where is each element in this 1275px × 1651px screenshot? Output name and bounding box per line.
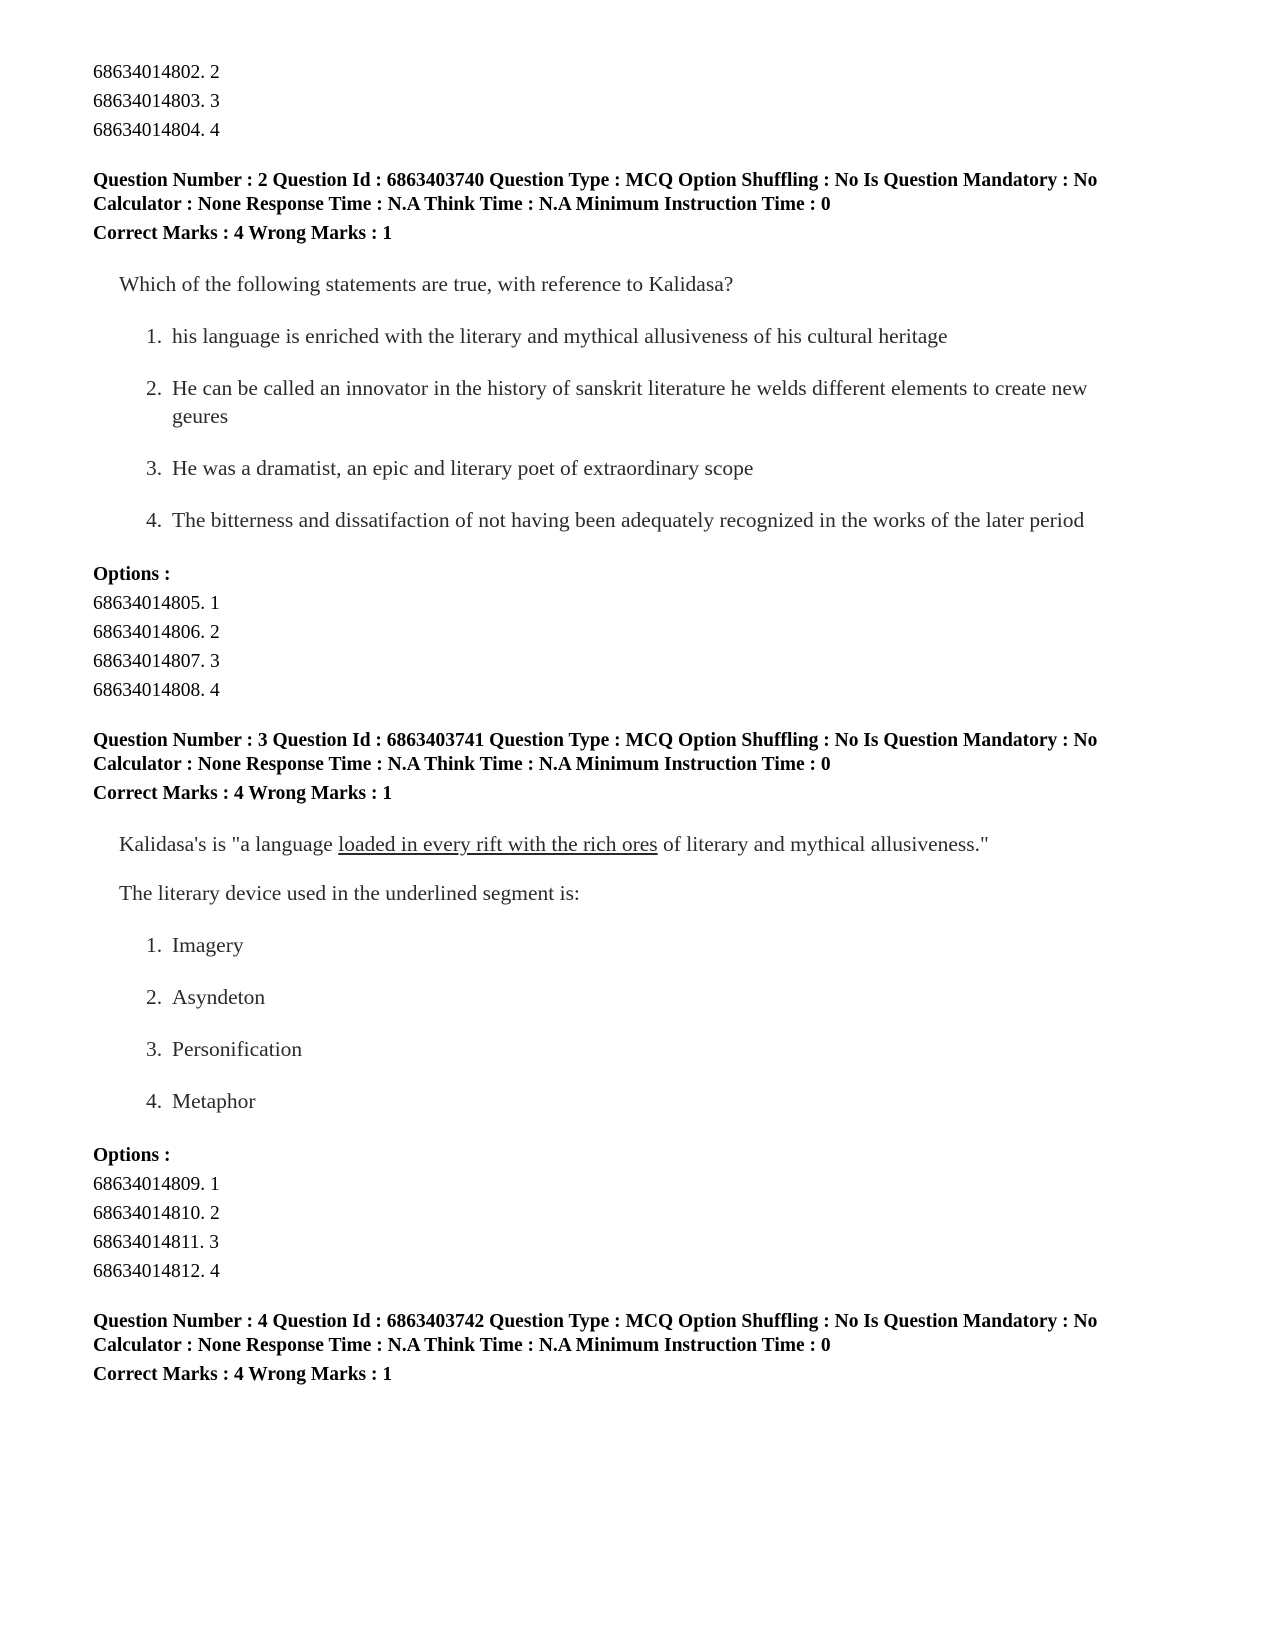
- question-body: [119, 830, 1213, 1115]
- option-line: 68634014812. 4: [93, 1261, 220, 1282]
- item-text: Asyndeton: [172, 985, 266, 1009]
- item-text: Personification: [172, 1037, 303, 1061]
- question-meta-line: Calculator : None Response Time : N.A Think Time : N.A Minimum Instruction Time : 0: [93, 194, 831, 215]
- item-number: 4.: [146, 508, 163, 532]
- question-marks: Correct Marks : 4 Wrong Marks : 1: [93, 223, 393, 244]
- list-item: [119, 1035, 1213, 1063]
- option-line: 68634014805. 1: [93, 593, 220, 614]
- underlined-segment: loaded in every rift with the rich ores: [338, 832, 658, 856]
- list-item: [119, 506, 1213, 534]
- option-line: 68634014811. 3: [93, 1232, 220, 1253]
- list-item: [119, 1087, 1213, 1115]
- item-text: Metaphor: [172, 1089, 256, 1113]
- option-line: 68634014808. 4: [93, 680, 220, 701]
- question-meta-line: Question Number : 4 Question Id : 6863403742 Question Type : MCQ Option Shuffling : No Is Question Mandatory : No: [93, 1311, 1098, 1332]
- item-text: He was a dramatist, an epic and literary poet of extraordinary scope: [172, 456, 754, 480]
- quote-pre: Kalidasa's is "a language: [119, 832, 339, 856]
- item-number: 2.: [146, 985, 163, 1009]
- question-marks: Correct Marks : 4 Wrong Marks : 1: [93, 1364, 393, 1385]
- list-item: [119, 983, 1213, 1011]
- question-4: [93, 1310, 1213, 1387]
- quote-text: [119, 830, 1213, 858]
- list-item: [119, 454, 1213, 482]
- question-marks: Correct Marks : 4 Wrong Marks : 1: [93, 783, 393, 804]
- option-line: 68634014803. 3: [93, 91, 220, 112]
- list-item: [119, 931, 1213, 959]
- options-label: Options :: [93, 564, 171, 585]
- statement-list: [119, 322, 1213, 534]
- item-number: 3.: [146, 1037, 163, 1061]
- item-number: 1.: [146, 324, 163, 348]
- options-label: Options :: [93, 1145, 171, 1166]
- choice-list: [119, 931, 1213, 1115]
- previous-options: [93, 58, 1213, 145]
- question-3: [93, 729, 1213, 1286]
- item-number: 3.: [146, 456, 163, 480]
- item-text: his language is enriched with the literary and mythical allusiveness of his cultural heritage: [172, 324, 948, 348]
- option-line: 68634014807. 3: [93, 651, 220, 672]
- quote-post: of literary and mythical allusiveness.": [657, 832, 989, 856]
- item-text: Imagery: [172, 933, 244, 957]
- question-meta-line: Question Number : 3 Question Id : 6863403741 Question Type : MCQ Option Shuffling : No Is Question Mandatory : No: [93, 730, 1098, 751]
- question-meta-line: Calculator : None Response Time : N.A Think Time : N.A Minimum Instruction Time : 0: [93, 754, 831, 775]
- question-body: [119, 270, 1213, 534]
- item-number: 2.: [146, 376, 163, 400]
- option-line: 68634014810. 2: [93, 1203, 220, 1224]
- item-text: The bitterness and dissatifaction of not having been adequately recognized in the works of the later period: [172, 508, 1085, 532]
- option-line: 68634014806. 2: [93, 622, 220, 643]
- item-number: 1.: [146, 933, 163, 957]
- item-number: 4.: [146, 1089, 163, 1113]
- list-item: [119, 374, 1213, 430]
- list-item: [119, 322, 1213, 350]
- question-text: Which of the following statements are true, with reference to Kalidasa?: [119, 272, 734, 296]
- question-2: [93, 169, 1213, 705]
- option-line: 68634014802. 2: [93, 62, 220, 83]
- option-line: 68634014804. 4: [93, 120, 220, 141]
- document-page: [93, 58, 1213, 1387]
- item-text: He can be called an innovator in the history of sanskrit literature he welds different elements to create new geures: [172, 376, 1088, 428]
- question-meta-line: Question Number : 2 Question Id : 6863403740 Question Type : MCQ Option Shuffling : No Is Question Mandatory : No: [93, 170, 1098, 191]
- option-line: 68634014809. 1: [93, 1174, 220, 1195]
- question-text: The literary device used in the underlined segment is:: [119, 881, 580, 905]
- question-meta-line: Calculator : None Response Time : N.A Think Time : N.A Minimum Instruction Time : 0: [93, 1335, 831, 1356]
